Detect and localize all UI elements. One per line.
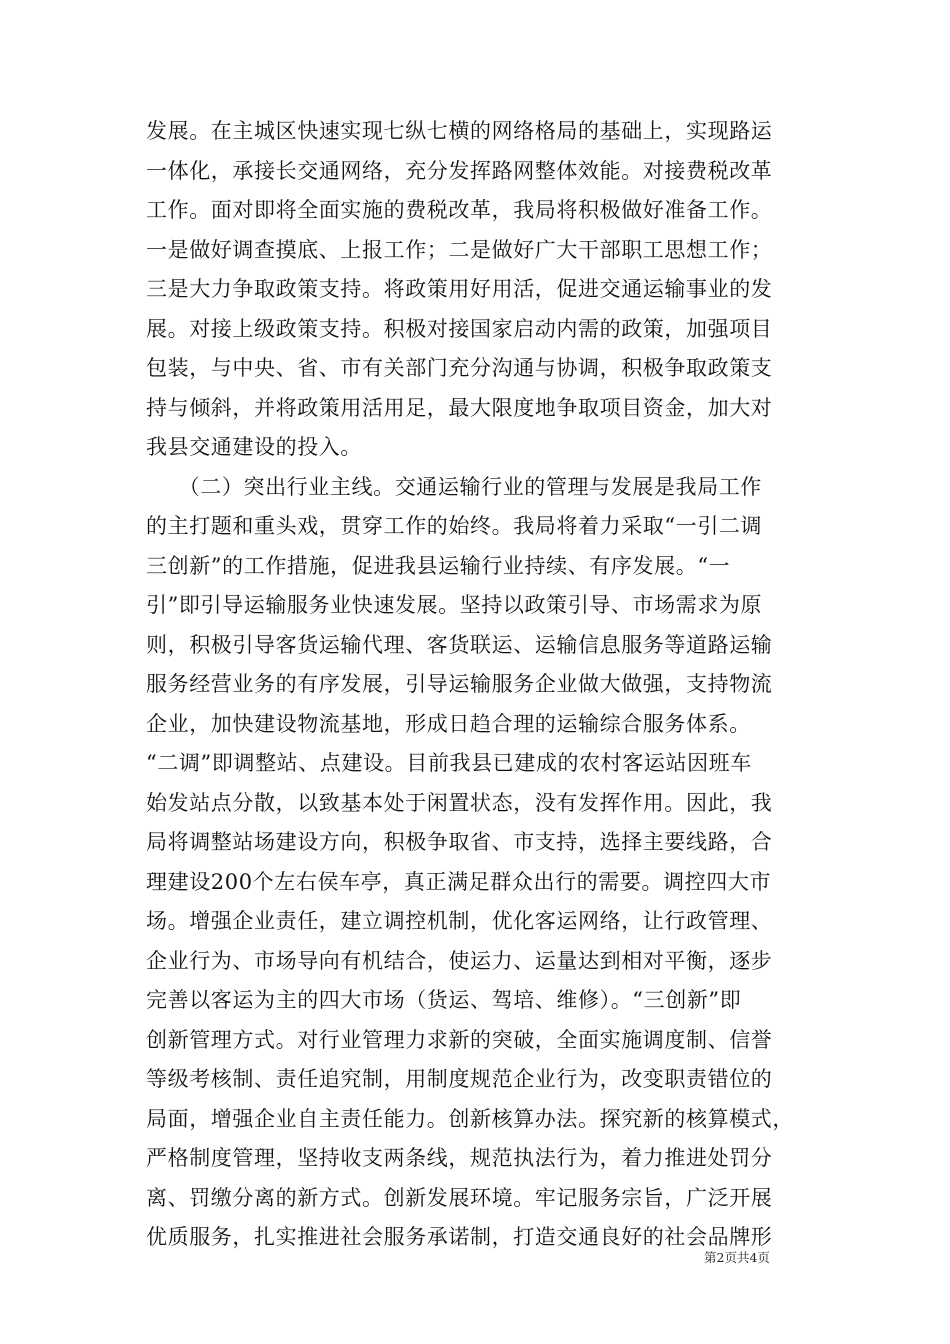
page-number: 第2页共4页 <box>704 1250 770 1265</box>
text-line: 三是大力争取政策支持。将政策用好用活，促进交通运输事业的发 <box>146 277 773 301</box>
text-line: 一是做好调查摸底、上报工作；二是做好广大干部职工思想工作； <box>146 237 773 262</box>
text-line: “二调”即调整站、点建设。目前我县已建成的农村客运站因班车 <box>146 751 752 775</box>
text-line: 优质服务，扎实推进社会服务承诺制，打造交通良好的社会品牌形 <box>146 1225 773 1249</box>
text-line: 的主打题和重头戏，贯穿工作的始终。我局将着力采取“一引二调 <box>146 514 763 538</box>
text-line: 严格制度管理，坚持收支两条线，规范执法行为，着力推进处罚分 <box>146 1146 773 1170</box>
text-line: 离、罚缴分离的新方式。创新发展环境。牢记服务宗旨，广泛开展 <box>146 1185 773 1210</box>
text-line: 引”即引导运输服务业快速发展。坚持以政策引导、市场需求为原 <box>146 593 763 617</box>
text-line: 服务经营业务的有序发展，引导运输服务企业做大做强，支持物流 <box>146 672 773 696</box>
body-text <box>146 112 826 1258</box>
text-line: 一体化，承接长交通网络，充分发挥路网整体效能。对接费税改革 <box>146 158 773 183</box>
text-line: 则，积极引导客货运输代理、客货联运、运输信息服务等道路运输 <box>146 632 773 657</box>
text-line: 发展。在主城区快速实现七纵七横的网络格局的基础上，实现路运 <box>146 119 773 143</box>
text-line: 场。增强企业责任，建立调控机制，优化客运网络，让行政管理、 <box>146 909 773 933</box>
text-line: （二）突出行业主线。交通运输行业的管理与发展是我局工作 <box>146 474 762 499</box>
text-line: 始发站点分散，以致基本处于闲置状态，没有发挥作用。因此，我 <box>146 790 773 815</box>
text-line: 展。对接上级政策支持。积极对接国家启动内需的政策，加强项目 <box>146 316 773 341</box>
text-line: 工作。面对即将全面实施的费税改革，我局将积极做好准备工作。 <box>146 198 773 222</box>
text-line: 局将调整站场建设方向，积极争取省、市支持，选择主要线路，合 <box>146 830 773 854</box>
text-line: 包装，与中央、省、市有关部门充分沟通与协调，积极争取政策支 <box>146 356 773 380</box>
text-line: 企业行为、市场导向有机结合，使运力、运量达到相对平衡，逐步 <box>146 948 773 973</box>
text-line: 局面，增强企业自主责任能力。创新核算办法。探究新的核算模式， <box>146 1106 794 1131</box>
text-line: 三创新”的工作措施，促进我县运输行业持续、有序发展。“一 <box>146 553 731 578</box>
text-line: 企业，加快建设物流基地，形成日趋合理的运输综合服务体系。 <box>146 711 751 736</box>
text-line: 完善以客运为主的四大市场（货运、驾培、维修）。“三创新”即 <box>146 988 742 1012</box>
text-line: 持与倾斜，并将政策用活用足，最大限度地争取项目资金，加大对 <box>146 395 773 420</box>
text-line: 创新管理方式。对行业管理力求新的突破，全面实施调度制、信誉 <box>146 1027 773 1052</box>
text-line: 等级考核制、责任追究制，用制度规范企业行为，改变职责错位的 <box>146 1067 773 1091</box>
text-line: 理建设200个左右侯车亭，真正满足群众出行的需要。调控四大市 <box>146 869 772 894</box>
text-line: 我县交通建设的投入。 <box>146 435 362 459</box>
